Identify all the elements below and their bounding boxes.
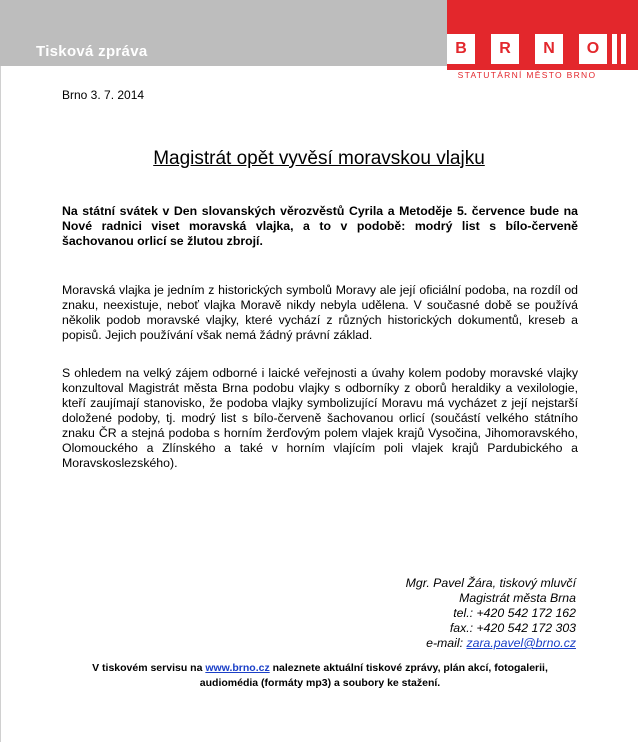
- signature-name: Mgr. Pavel Žára, tiskový mluvčí: [405, 576, 576, 590]
- footer-text-after: naleznete aktuální tiskové zprávy, plán akcí, fotogalerii, audiomédia (formáty mp3) a soubory ke stažení.: [199, 662, 548, 689]
- footer-note: [62, 661, 578, 691]
- page-title: Magistrát opět vyvěsí moravskou vlajku: [153, 148, 485, 169]
- signature-block: [406, 576, 576, 651]
- body-paragraph-1: Moravská vlajka je jedním z historických symbolů Moravy ale její oficiální podoba, na rozdíl od znaku, neexistuje, neboť vlajka Moravě nikdy nebyla udělena. V současné době se používá několik podob moravské vlajky, které vychází z různých historických dokumentů, kreseb a popisů. Jejich používání však nemá žádný právní základ.: [62, 283, 578, 342]
- logo-letter-r: R: [491, 34, 519, 64]
- logo-letter-n: N: [535, 34, 563, 64]
- body-paragraph-2: S ohledem na velký zájem odborné i laické veřejnosti a úvahy kolem podoby moravské vlajky konzultoval Magistrát města Brna podobu vlajky s odborníky z oborů heraldiky a vexilologie, kteří zaujímají stanovisko, že podoba vlajky symbolizující Moravu má vycházet z její nejstarší doložené podoby, tj. modrý list s bílo-červeně šachovanou orlicí (součástí velkého státního znaku ČR a stejná podoba s horním žerďovým polem vlajek krajů Vysočina, Jihomoravského, Olomouckého a Zlínského a také v horním vlajícím poli vlajek krajů Pardubického a Moravskoslezského).: [62, 366, 578, 470]
- logo-letter-b: B: [447, 34, 475, 64]
- logo-letter-o: O: [579, 34, 607, 64]
- brno-logo-letters: [447, 34, 607, 64]
- signature-org: Magistrát města Brna: [459, 591, 576, 605]
- signature-tel: tel.: +420 542 172 162: [453, 606, 576, 620]
- footer-text-before: V tiskovém servisu na: [92, 662, 206, 674]
- logo-stripe: [621, 34, 626, 64]
- press-date: Brno 3. 7. 2014: [62, 88, 145, 102]
- page-edge: [0, 0, 1, 742]
- signature-email-line: [406, 636, 576, 651]
- email-link[interactable]: zara.pavel@brno.cz: [466, 636, 576, 650]
- header-title: Tisková zpráva: [36, 43, 148, 60]
- brno-website-link[interactable]: www.brno.cz: [205, 662, 270, 674]
- logo-stripe: [612, 34, 617, 64]
- lead-paragraph: Na státní svátek v Den slovanských věrozvěstů Cyrila a Metoděje 5. července bude na Nové radnici viset moravská vlajka, a to v podobě: modrý list s bílo-červeně šachovanou orlicí se žlutou zbrojí.: [62, 204, 578, 248]
- logo-tagline: STATUTÁRNÍ MĚSTO BRNO: [457, 70, 597, 80]
- signature-fax: fax.: +420 542 172 303: [449, 621, 576, 635]
- email-label: e-mail:: [426, 636, 467, 650]
